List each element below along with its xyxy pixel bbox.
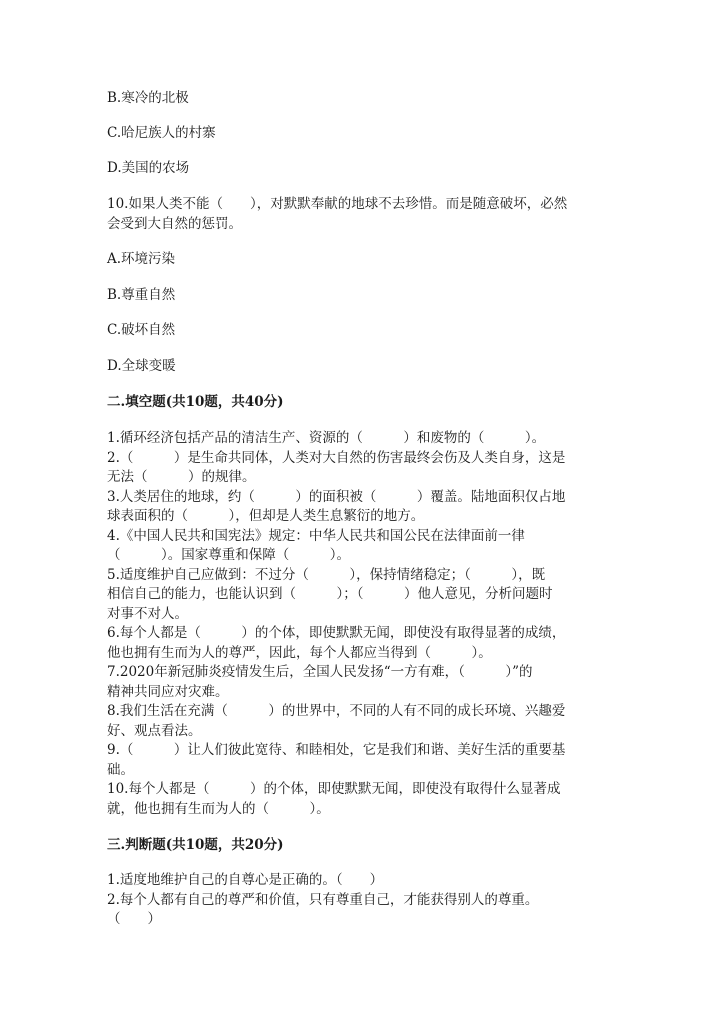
fill-line: 3.人类居住的地球，约（ ）的面积被（ ）覆盖。陆地面积仅占地	[107, 489, 566, 505]
fill-line: 础。	[107, 762, 134, 778]
fill-line: 球表面积的（ ），但却是人类生息繁衍的地方。	[107, 508, 425, 524]
judge-line: 2.每个人都有自己的尊严和价值，只有尊重自己，才能获得别人的尊重。	[107, 892, 539, 908]
fill-line: 他也拥有生而为人的尊严，因此，每个人都应当得到（ ）。	[107, 645, 492, 661]
q9-option-b: B.寒冷的北极	[107, 90, 189, 106]
q10-stem-line-1: 10.如果人类不能（ ），对默默奉献的地球不去珍惜。而是随意破坏，必然	[107, 196, 568, 212]
fill-line: （ ）。国家尊重和保障（ ）。	[107, 547, 350, 563]
fill-line: 8.我们生活在充满（ ）的世界中，不同的人有不同的成长环境、兴趣爱	[107, 703, 566, 719]
q10-option-d: D.全球变暖	[107, 358, 176, 374]
q10-option-c: C.破坏自然	[107, 322, 176, 338]
fill-line: 7.2020年新冠肺炎疫情发生后，全国人民发扬“一方有难，（ ）”的	[107, 664, 533, 680]
fill-line: 相信自己的能力，也能认识到（ ）；（ ）他人意见，分析问题时	[107, 586, 553, 602]
q10-option-b: B.尊重自然	[107, 287, 176, 303]
q10-option-a: A.环境污染	[107, 251, 176, 267]
q9-option-c: C.哈尼族人的村寨	[107, 125, 216, 141]
section3-title: 三.判断题(共10题，共20分)	[107, 837, 284, 853]
fill-line: 好、观点看法。	[107, 723, 202, 739]
q9-option-d: D.美国的农场	[107, 160, 190, 176]
judge-line: 1.适度地维护自己的自尊心是正确的。（ ）	[107, 872, 384, 888]
fill-line: 对事不对人。	[107, 606, 188, 622]
fill-line: 5.适度维护自己应做到：不过分（ ），保持情绪稳定；（ ），既	[107, 567, 546, 583]
fill-line: 无法（ ）的规律。	[107, 469, 256, 485]
fill-line: 9.（ ）让人们彼此宽待、和睦相处，它是我们和谐、美好生活的重要基	[107, 742, 566, 758]
fill-line: 1.循环经济包括产品的清洁生产、资源的（ ）和废物的（ ）。	[107, 430, 546, 446]
q10-stem-line-2: 会受到大自然的惩罚。	[107, 216, 242, 232]
fill-line: 就，他也拥有生而为人的（ ）。	[107, 801, 330, 817]
judge-line: （ ）	[107, 911, 161, 927]
fill-line: 4.《中国人民共和国宪法》规定：中华人民共和国公民在法律面前一律	[107, 528, 525, 544]
section2-title: 二.填空题(共10题，共40分)	[107, 394, 284, 410]
fill-line: 2.（ ）是生命共同体，人类对大自然的伤害最终会伤及人类自身，这是	[107, 450, 566, 466]
fill-line: 精神共同应对灾难。	[107, 684, 229, 700]
fill-line: 10.每个人都是（ ）的个体，即使默默无闻，即使没有取得什么显著成	[107, 781, 561, 797]
fill-line: 6.每个人都是（ ）的个体，即使默默无闻，即使没有取得显著的成绩，	[107, 625, 566, 641]
